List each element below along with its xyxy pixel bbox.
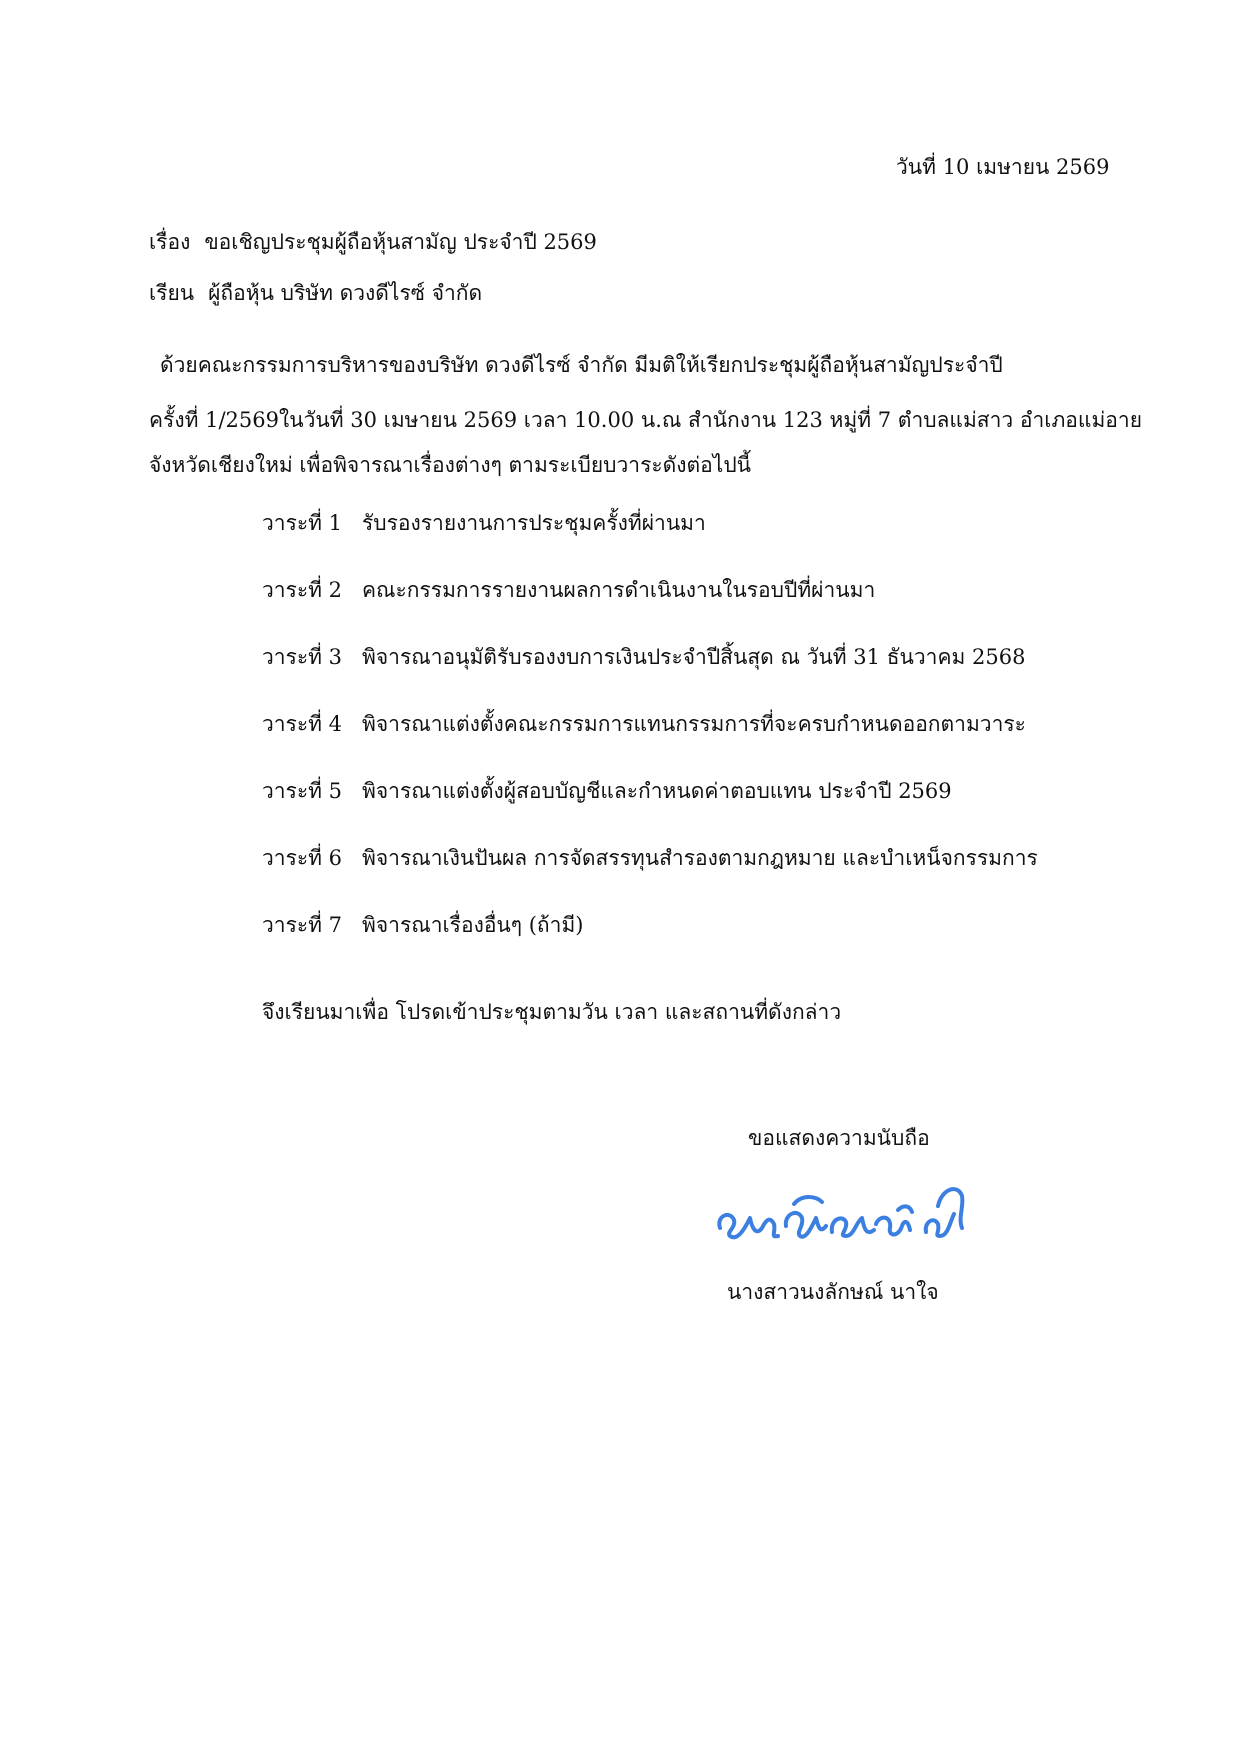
recipient-line — [149, 278, 482, 308]
subject-line — [149, 227, 597, 257]
agenda-number: วาระที่ 2 — [262, 578, 343, 602]
agenda-text: พิจารณาแต่งตั้งผู้สอบบัญชีและกำหนดค่าตอบแทน ประจำปี 2569 — [362, 779, 952, 803]
closing-text: จึงเรียนมาเพื่อ โปรดเข้าประชุมตามวัน เวลา และสถานที่ดังกล่าว — [262, 1000, 842, 1024]
recipient-label: เรียน — [149, 281, 195, 305]
agenda-number: วาระที่ 6 — [262, 846, 343, 870]
agenda-number: วาระที่ 1 — [262, 511, 343, 535]
agenda-text: พิจารณาอนุมัติรับรองงบการเงินประจำปีสิ้นสุด ณ วันที่ 31 ธันวาคม 2568 — [362, 645, 1026, 669]
letter-date: วันที่ 10 เมษายน 2569 — [896, 155, 1110, 179]
agenda-text: พิจารณาเงินปันผล การจัดสรรทุนสำรองตามกฎหมาย และบำเหน็จกรรมการ — [362, 846, 1038, 870]
signer-name: นางสาวนงลักษณ์ นาใจ — [727, 1280, 939, 1304]
agenda-number: วาระที่ 7 — [262, 913, 343, 937]
body-line: จังหวัดเชียงใหม่ เพื่อพิจารณาเรื่องต่างๆ ตามระเบียบวาระดังต่อไปนี้ — [149, 453, 752, 477]
agenda-number: วาระที่ 3 — [262, 645, 343, 669]
agenda-text: พิจารณาเรื่องอื่นๆ (ถ้ามี) — [362, 913, 584, 937]
agenda-number: วาระที่ 4 — [262, 712, 343, 736]
agenda-item — [262, 776, 952, 806]
subject-text: ขอเชิญประชุมผู้ถือหุ้นสามัญ ประจำปี 2569 — [204, 230, 597, 254]
agenda-item — [262, 843, 1038, 873]
subject-label: เรื่อง — [149, 230, 191, 254]
handwritten-signature — [712, 1166, 972, 1256]
agenda-item — [262, 508, 706, 538]
body-line: ด้วยคณะกรรมการบริหารของบริษัท ดวงดีไรซ์ จำกัด มีมติให้เรียกประชุมผู้ถือหุ้นสามัญประจำปี — [160, 353, 1003, 377]
agenda-text: รับรองรายงานการประชุมครั้งที่ผ่านมา — [362, 511, 706, 535]
agenda-item — [262, 910, 583, 940]
agenda-item — [262, 642, 1025, 672]
agenda-item — [262, 709, 1026, 739]
agenda-text: พิจารณาแต่งตั้งคณะกรรมการแทนกรรมการที่จะครบกำหนดออกตามวาระ — [362, 712, 1026, 736]
agenda-item — [262, 575, 875, 605]
recipient-text: ผู้ถือหุ้น บริษัท ดวงดีไรซ์ จำกัด — [208, 281, 483, 305]
agenda-text: คณะกรรมการรายงานผลการดำเนินงานในรอบปีที่ผ่านมา — [362, 578, 876, 602]
regards-text: ขอแสดงความนับถือ — [748, 1126, 930, 1150]
body-line: ครั้งที่ 1/2569ในวันที่ 30 เมษายน 2569 เวลา 10.00 น.ณ สำนักงาน 123 หมู่ที่ 7 ตำบลแม่สาว อำเภอแม่อาย — [149, 408, 1143, 432]
agenda-number: วาระที่ 5 — [262, 779, 343, 803]
